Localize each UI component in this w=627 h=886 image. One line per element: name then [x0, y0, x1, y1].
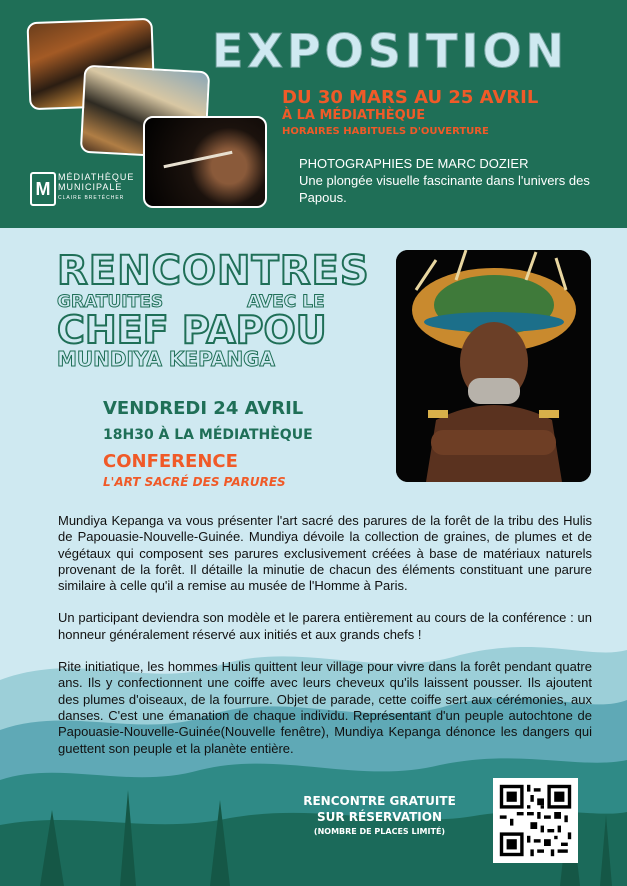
logo-line-1: MÉDIATHÈQUE [58, 172, 135, 182]
paragraph-3: Rite initiatique, les hommes Hulis quittent leur village pour vivre dans la forêt pendant quatre ans. Ils y confectionnent une coiffe avec leurs cheveux qu'ils laissent pousser. Ils ajoutent des plumes d'oiseaux, de la fourrure. Objet de parade, cette coiffe sert aux cérémonies, aux danses. C'est une émanation de chaque individu. Représentant d'un peuple autochtone de Papouasie-Nouvelle-Guinée(Nouvelle fenêtre), Mundiya Kepanga dénonce les dangers qui guettent son peuple et la planète entière. [58, 659, 592, 756]
event-description [58, 513, 592, 773]
photographer-credit: PHOTOGRAPHIES DE MARC DOZIER [299, 156, 529, 171]
qr-code[interactable] [493, 778, 578, 863]
event-type: CONFERENCE [103, 451, 238, 472]
chief-name-heading: MUNDIYA KEPANGA [57, 347, 276, 371]
mediatheque-logo [30, 170, 140, 210]
avec-le-heading: AVEC LE [247, 292, 325, 312]
exhibition-title: EXPOSITION [212, 24, 569, 78]
logo-line-2: MUNICIPALE [58, 182, 123, 192]
exhibition-location: À LA MÉDIATHÈQUE [282, 108, 426, 123]
exhibition-description: Une plongée visuelle fascinante dans l'univers des Papous. [299, 173, 590, 205]
paragraph-2: Un participant deviendra son modèle et le parera entièrement au cours de la conférence : un honneur généralement réservé aux initiés et aux grands chefs ! [58, 610, 592, 642]
event-time: 18H30 À LA MÉDIATHÈQUE [103, 427, 313, 443]
chief-portrait [396, 250, 591, 482]
reservation-line-1: RENCONTRE GRATUITE [303, 794, 456, 808]
paragraph-1: Mundiya Kepanga va vous présenter l'art sacré des parures de la forêt de la tribu des Hulis de Papouasie-Nouvelle-Guinée. Mundiya dévoile la collection de graines, de plumes et de végétaux qui composent ses parures exclusivement créées à base de matériaux naturels provenant de la forêt. Il détaille la minutie de chacun des éléments constituant une parure similaire à celle qu'il a remise au musée de l'Homme à Paris. [58, 513, 592, 594]
reservation-notice [292, 793, 467, 839]
logo-line-3: CLAIRE BRETÉCHER [58, 195, 125, 201]
chef-papou-heading: CHEF PAPOU [57, 308, 327, 352]
gratuites-heading: GRATUITES [57, 292, 164, 312]
exhibition-hours: HORAIRES HABITUELS D'OUVERTURE [282, 126, 489, 137]
reservation-line-2: SUR RÉSERVATION [316, 810, 443, 824]
event-subtitle: L'ART SACRÉ DES PARURES [103, 475, 286, 489]
qr-code-icon [493, 778, 578, 863]
logo-letter: M [30, 172, 56, 206]
exhibition-photo-3 [143, 116, 267, 208]
reservation-line-3: (NOMBRE DE PLACES LIMITÉ) [313, 827, 446, 836]
exhibition-dates: DU 30 MARS AU 25 AVRIL [282, 87, 539, 108]
event-date: VENDREDI 24 AVRIL [103, 398, 304, 419]
rencontres-heading: RENCONTRES [57, 248, 370, 294]
